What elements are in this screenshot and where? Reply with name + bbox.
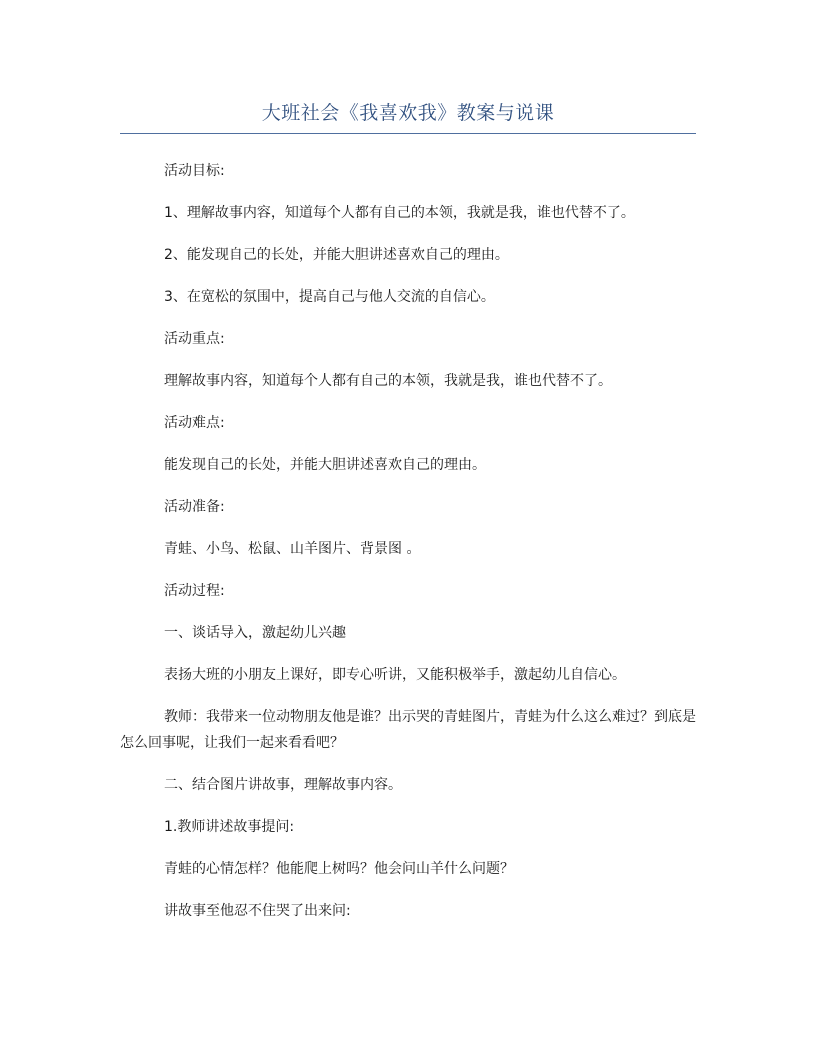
paragraph-questions: 青蛙的心情怎样？他能爬上树吗？他会问山羊什么问题？ <box>164 861 514 877</box>
paragraph-story-continue: 讲故事至他忍不住哭了出来问: <box>164 903 351 919</box>
paragraph-step-1-teacher: 教师：我带来一位动物朋友他是谁？出示哭的青蛙图片，青蛙为什么这么难过？到底是怎么回事呢，让我们一起来看看吧？ <box>120 709 696 751</box>
paragraph-goal-1: 1、理解故事内容，知道每个人都有自己的本领，我就是我，谁也代替不了。 <box>164 205 635 221</box>
paragraph-preparation: 青蛙、小鸟、松鼠、山羊图片、背景图 。 <box>164 541 421 557</box>
paragraph-preparation-heading: 活动准备: <box>164 499 225 515</box>
paragraph-goal-3: 3、在宽松的氛围中，提高自己与他人交流的自信心。 <box>164 289 495 305</box>
document-body <box>120 158 696 940</box>
title-divider <box>120 133 696 134</box>
paragraph-difficulty: 能发现自己的长处，并能大胆讲述喜欢自己的理由。 <box>164 457 486 473</box>
paragraph-step-2-1: 1.教师讲述故事提问: <box>164 819 295 835</box>
document-title: 大班社会《我喜欢我》教案与说课 <box>261 102 555 124</box>
paragraph-process-heading: 活动过程: <box>164 583 225 599</box>
paragraph-focus-heading: 活动重点: <box>164 331 225 347</box>
paragraph-focus: 理解故事内容，知道每个人都有自己的本领，我就是我，谁也代替不了。 <box>164 373 612 389</box>
paragraph-goal-heading: 活动目标: <box>164 163 225 179</box>
paragraph-difficulty-heading: 活动难点: <box>164 415 225 431</box>
paragraph-step-1-praise: 表扬大班的小朋友上课好，即专心听讲，又能积极举手，激起幼儿自信心。 <box>164 667 626 683</box>
paragraph-step-2-heading: 二、结合图片讲故事，理解故事内容。 <box>164 777 402 793</box>
paragraph-goal-2: 2、能发现自己的长处，并能大胆讲述喜欢自己的理由。 <box>164 247 509 263</box>
paragraph-step-1-heading: 一、谈话导入，激起幼儿兴趣 <box>164 625 346 641</box>
